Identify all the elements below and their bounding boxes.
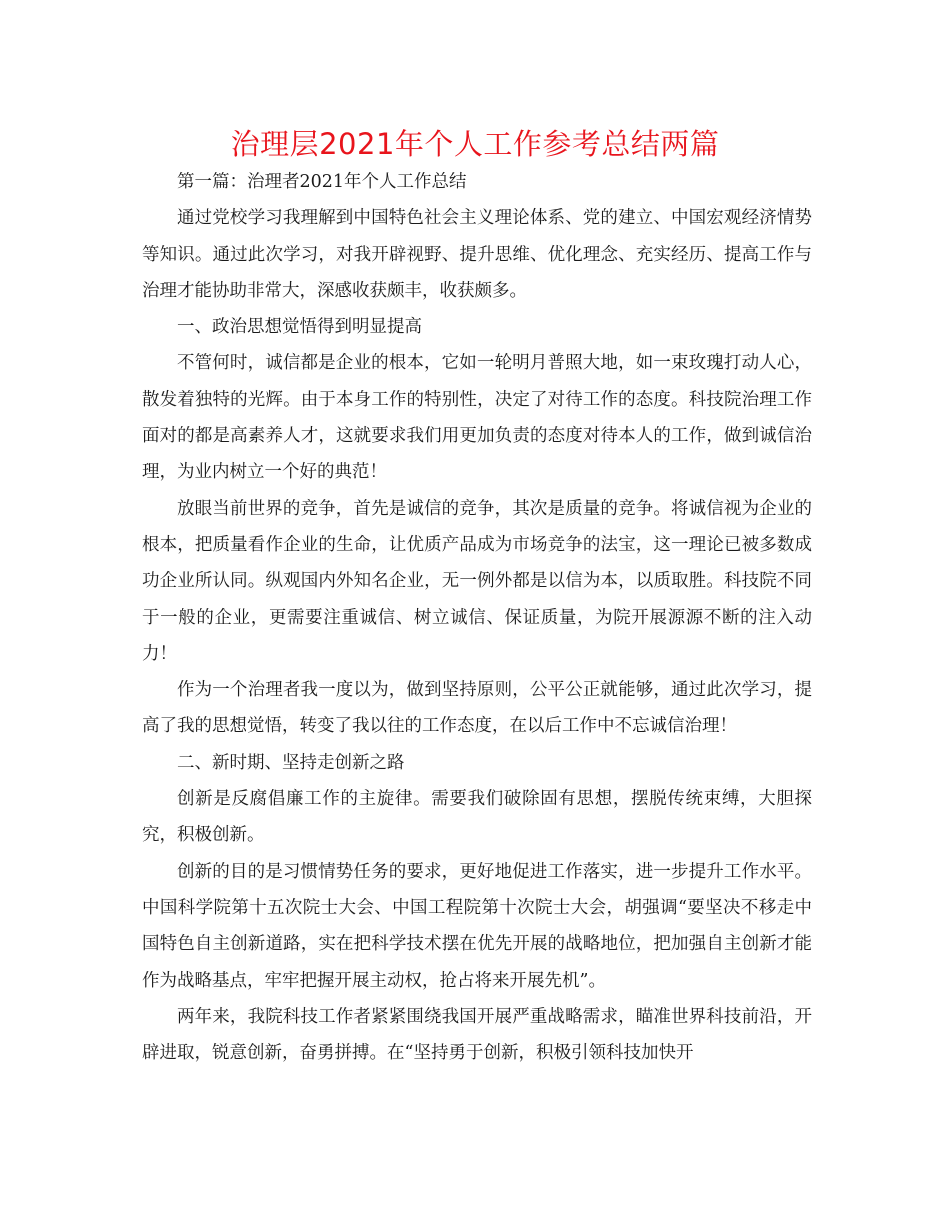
section-heading: 二、新时期、坚持走创新之路 bbox=[177, 752, 405, 773]
paragraph: 不管何时，诚信都是企业的根本，它如一轮明月普照大地，如一束玫瑰打动人心，散发着独特的光辉。由于本身工作的特别性，决定了对待工作的态度。科技院治理工作面对的都是高素养人才，这就要求我们用更加负责的态度对待本人的工作，做到诚信治理，为业内树立一个好的典范！ bbox=[142, 353, 812, 483]
section-heading: 一、政治思想觉悟得到明显提高 bbox=[177, 317, 422, 338]
document-body bbox=[142, 164, 812, 1071]
paragraph: 通过党校学习我理解到中国特色社会主义理论体系、党的建立、中国宏观经济情势等知识。通过此次学习，对我开辟视野、提升思维、优化理念、充实经历、提高工作与治理才能协助非常大，深感收获颇丰，收获颇多。 bbox=[142, 208, 812, 301]
paragraph: 两年来，我院科技工作者紧紧围绕我国开展严重战略需求，瞄准世界科技前沿，开辟进取，锐意创新，奋勇拼搏。在“坚持勇于创新，积极引领科技加快开 bbox=[142, 1006, 812, 1064]
paragraph: 创新是反腐倡廉工作的主旋律。需要我们破除固有思想，摆脱传统束缚，大胆探究，积极创新。 bbox=[142, 789, 812, 846]
paragraph: 第一篇：治理者2021年个人工作总结 bbox=[177, 172, 467, 192]
document-title: 治理层2021年个人工作参考总结两篇 bbox=[230, 127, 720, 161]
paragraph: 作为一个治理者我一度以为，做到坚持原则，公平公正就能够，通过此次学习，提高了我的思想觉悟，转变了我以往的工作态度，在以后工作中不忘诚信治理！ bbox=[142, 680, 812, 737]
paragraph: 创新的目的是习惯情势任务的要求，更好地促进工作落实，进一步提升工作水平。中国科学院第十五次院士大会、中国工程院第十次院士大会，胡强调“要坚决不移走中国特色自主创新道路，实在把科学技术摆在优先开展的战略地位，把加强自主创新才能作为战略基点，牢牢把握开展主动权，抢占将来开展先机”。 bbox=[142, 861, 812, 991]
paragraph: 放眼当前世界的竞争，首先是诚信的竞争，其次是质量的竞争。将诚信视为企业的根本，把质量看作企业的生命，让优质产品成为市场竞争的法宝，这一理论已被多数成功企业所认同。纵观国内外知名企业，无一例外都是以信为本，以质取胜。科技院不同于一般的企业，更需要注重诚信、树立诚信、保证质量，为院开展源源不断的注入动力！ bbox=[142, 498, 812, 664]
